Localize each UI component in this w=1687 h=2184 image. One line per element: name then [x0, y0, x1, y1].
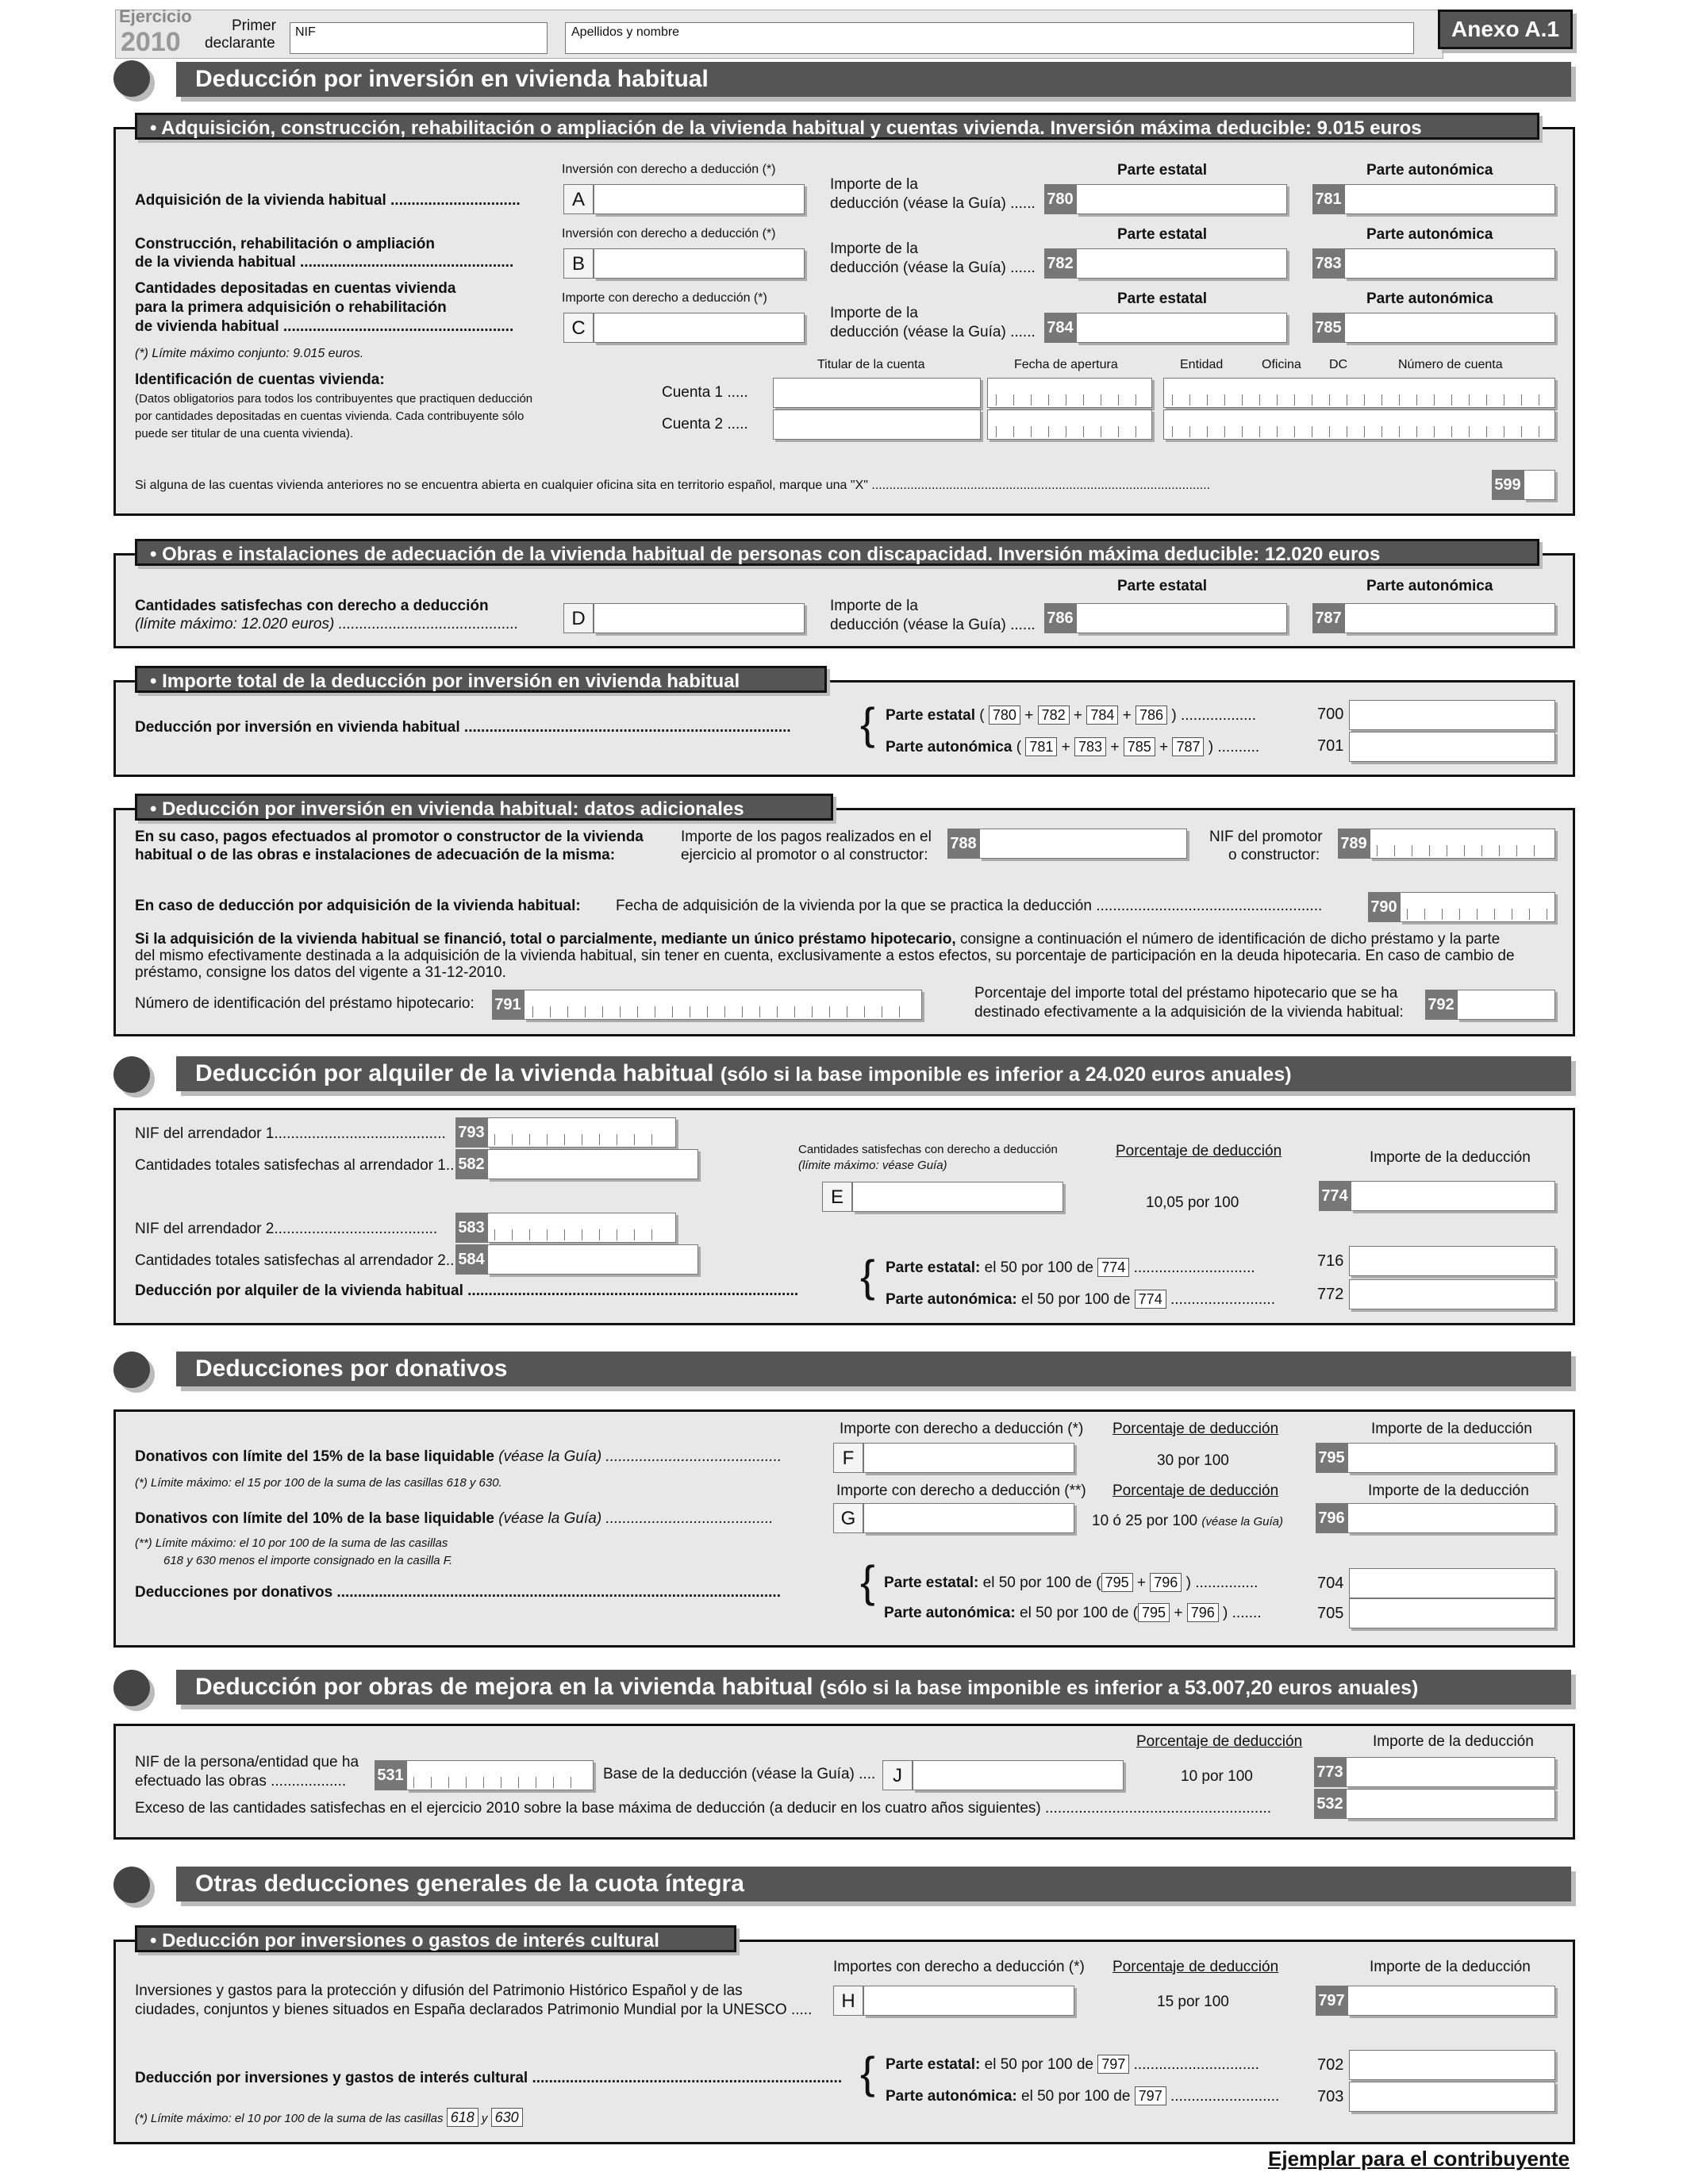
pagos-label-1: En su caso, pagos efectuados al promotor o constructor de la vivienda: [135, 829, 644, 845]
field-781[interactable]: [1344, 184, 1555, 214]
field-705[interactable]: [1349, 1598, 1555, 1628]
code-773: 773: [1314, 1757, 1346, 1787]
field-703[interactable]: [1349, 2082, 1555, 2112]
col-estatal-3: Parte estatal: [1117, 290, 1208, 307]
ident-title: Identificación de cuentas vivienda:: [135, 371, 385, 388]
subsection-importe-total: • Importe total de la deducción por inversión en vivienda habitual: [135, 666, 827, 693]
field-532[interactable]: [1346, 1789, 1555, 1819]
code-704: 704: [1317, 1575, 1344, 1592]
section-bullet: [113, 1867, 150, 1903]
field-789[interactable]: [1370, 829, 1555, 859]
field-786[interactable]: [1076, 603, 1287, 633]
pct-g: 10 ó 25 por 100 (véase la Guía): [1092, 1513, 1283, 1529]
field-773[interactable]: [1346, 1757, 1555, 1787]
field-780[interactable]: [1076, 184, 1287, 214]
subsection-discapacidad: • Obras e instalaciones de adecuación de la vivienda habitual de personas con discapacidad. Inversión máxima deducible: 12.020 euros: [135, 539, 1539, 566]
pct-h: 15 por 100: [1157, 1994, 1229, 2010]
col-autonomica-1: Parte autonómica: [1366, 162, 1493, 179]
numero-cuenta-2[interactable]: [1163, 410, 1555, 440]
letter-f: F: [833, 1443, 863, 1473]
porcentaje-header-g: Porcentaje de deducción: [1112, 1482, 1279, 1499]
letter-h: H: [833, 1986, 863, 2016]
code-772: 772: [1317, 1286, 1344, 1303]
base-deduccion-label: Base de la deducción (véase la Guía) ....: [603, 1766, 876, 1782]
primer-declarante-2: declarante: [205, 35, 275, 52]
code-599: 599: [1492, 470, 1524, 500]
primer-declarante-1: Primer: [232, 17, 276, 34]
ident-line-3: puede ser titular de una cuenta vivienda).: [135, 427, 354, 440]
field-784[interactable]: [1076, 313, 1287, 343]
porcentaje-header-f: Porcentaje de deducción: [1112, 1421, 1279, 1437]
inv-derecho-a: Inversión con derecho a deducción (*): [562, 163, 776, 176]
total-autonomica-line: Parte autonómica ( 781 + 783 + 785 + 787 ) ..........: [886, 739, 1260, 756]
section-bullet: [113, 1352, 150, 1388]
cant-arrendador-2-label: Cantidades totales satisfechas al arrendador 2..: [135, 1252, 455, 1269]
subsection-interes-cultural: • Deducción por inversiones o gastos de interés cultural: [135, 1925, 736, 1952]
code-781: 781: [1312, 184, 1344, 214]
col-estatal-1: Parte estatal: [1117, 162, 1208, 179]
field-791[interactable]: [524, 990, 922, 1020]
section-title-otras-deducciones: Otras deducciones generales de la cuota íntegra: [176, 1867, 1571, 1901]
cant-derecho-1: Cantidades satisfechas con derecho a deducción: [798, 1143, 1058, 1156]
alquiler-estatal-line: Parte estatal: el 50 por 100 de 774 .............................: [886, 1259, 1255, 1276]
row-c-label-3: de vivienda habitual .......................................................: [135, 318, 514, 335]
field-j[interactable]: [913, 1760, 1124, 1790]
brace: {: [860, 1556, 875, 1606]
nif-arrendador-1-label: NIF del arrendador 1.........................................: [135, 1125, 446, 1142]
ejercicio-label: Ejercicio: [119, 6, 192, 26]
pagos-label-2: habitual o de las obras e instalaciones de adecuación de la misma:: [135, 847, 616, 863]
exceso-label: Exceso de las cantidades satisfechas en el ejercicio 2010 sobre la base máxima de deducción (a deducir en los cuatro años siguientes) ......................................................: [135, 1800, 1272, 1817]
deducciones-donativos-label: Deducciones por donativos ..........................................................................................................: [135, 1584, 781, 1601]
nif-promotor-2: o constructor:: [1228, 847, 1320, 863]
porcentaje-prestamo-2: destinado efectivamente a la adquisición de la vivienda habitual:: [974, 1004, 1404, 1021]
importe-header-h: Importe de la deducción: [1370, 1959, 1531, 1975]
numero-cuenta-1[interactable]: [1163, 378, 1555, 408]
field-774[interactable]: [1351, 1181, 1555, 1211]
donativos-estatal-line: Parte estatal: el 50 por 100 de ( 795 + 796 ) ...............: [884, 1575, 1259, 1591]
code-797: 797: [1316, 1986, 1347, 2016]
field-792[interactable]: [1457, 990, 1555, 1020]
field-788[interactable]: [979, 829, 1187, 859]
pct-alquiler: 10,05 por 100: [1146, 1194, 1239, 1211]
code-532: 532: [1314, 1789, 1346, 1819]
imp-derecho-g: Importe con derecho a deducción (**): [836, 1482, 1086, 1499]
field-702[interactable]: [1349, 2050, 1555, 2080]
cultural-estatal-line: Parte estatal: el 50 por 100 de 797 ..............................: [886, 2056, 1259, 2073]
fecha-cuenta-2[interactable]: [987, 410, 1152, 440]
col-autonomica-2: Parte autonómica: [1366, 226, 1493, 243]
row-d-label-2: (límite máximo: 12.020 euros) ...........................................: [135, 616, 519, 633]
porcentaje-header-alq: Porcentaje de deducción: [1116, 1143, 1282, 1159]
donativos-note-2a: (**) Límite máximo: el 10 por 100 de la suma de las casillas: [135, 1536, 448, 1550]
cuenta-1-label: Cuenta 1 .....: [662, 384, 748, 401]
col-oficina: Oficina: [1262, 358, 1301, 371]
importe-de-la-b1: Importe de la: [830, 240, 918, 257]
row-c-label-2: para la primera adquisición o rehabilitación: [135, 299, 447, 316]
donativos-10-label: Donativos con límite del 10% de la base liquidable (véase la Guía) ........................................: [135, 1510, 774, 1527]
field-787[interactable]: [1344, 603, 1555, 633]
section-title-donativos: Deducciones por donativos: [176, 1352, 1571, 1386]
col-titular: Titular de la cuenta: [817, 358, 925, 371]
importe-de-la-b2: deducción (véase la Guía) ......: [830, 260, 1036, 276]
letter-c: C: [563, 313, 594, 343]
field-583[interactable]: [487, 1213, 676, 1243]
prestamo-text-1: Si la adquisición de la vivienda habitual se financió, total o parcialmente, mediante un único préstamo hipotecario, consigne a continuación el número de identificación de dicho préstamo y la parte: [135, 931, 1501, 948]
importe-de-la-d2: deducción (véase la Guía) ......: [830, 617, 1036, 633]
subsection-datos-adicionales: • Deducción por inversión en vivienda habitual: datos adicionales: [135, 794, 833, 821]
nif-entidad-2: efectuado las obras ..................: [135, 1773, 347, 1790]
field-599[interactable]: [1524, 470, 1555, 500]
importe-header-j: Importe de la deducción: [1373, 1733, 1534, 1750]
field-h[interactable]: [863, 1986, 1074, 2016]
col-entidad: Entidad: [1180, 358, 1224, 371]
col-numero: Número de cuenta: [1398, 358, 1503, 371]
letter-e: E: [822, 1182, 852, 1212]
code-584: 584: [455, 1244, 487, 1275]
code-787: 787: [1312, 603, 1344, 633]
donativos-15-label: Donativos con límite del 15% de la base liquidable (véase la Guía) ..........................................: [135, 1448, 782, 1465]
pct-f: 30 por 100: [1157, 1452, 1229, 1469]
section-title-obras-mejora: Deducción por obras de mejora en la vivienda habitual (sólo si la base imponible es inferior a 53.007,20 euros anuales): [176, 1670, 1571, 1705]
nif-arrendador-2-label: NIF del arrendador 2.......................................: [135, 1221, 438, 1237]
nif-entidad-1: NIF de la persona/entidad que ha: [135, 1754, 359, 1771]
importe-pagos-2: ejercicio al promotor o al constructor:: [681, 847, 928, 863]
imp-derecho-f: Importe con derecho a deducción (*): [840, 1421, 1084, 1437]
ident-line-2: por cantidades depositadas en cuentas vivienda. Cada contribuyente sólo: [135, 410, 525, 423]
field-582[interactable]: [487, 1149, 698, 1179]
deduccion-cultural-label: Deducción por inversiones y gastos de interés cultural ..........................................................................: [135, 2070, 843, 2086]
code-789: 789: [1338, 829, 1370, 859]
code-705: 705: [1317, 1605, 1344, 1622]
row-c-label-1: Cantidades depositadas en cuentas vivienda: [135, 280, 456, 297]
code-716: 716: [1317, 1252, 1344, 1270]
col-estatal-2: Parte estatal: [1117, 226, 1208, 243]
code-702: 702: [1317, 2056, 1344, 2074]
field-795[interactable]: [1347, 1443, 1555, 1473]
field-772[interactable]: [1349, 1279, 1555, 1309]
code-790: 790: [1368, 892, 1400, 922]
code-700: 700: [1317, 706, 1344, 723]
titular-cuenta-2[interactable]: [773, 410, 981, 440]
col-autonomica-3: Parte autonómica: [1366, 290, 1493, 307]
section-bullet: [113, 1056, 150, 1093]
field-a[interactable]: [594, 184, 805, 214]
prestamo-text-3: préstamo, consigne los datos del vigente a 31-12-2010.: [135, 964, 506, 981]
titular-cuenta-1[interactable]: [773, 378, 981, 408]
importe-header-f: Importe de la deducción: [1371, 1421, 1532, 1437]
field-584[interactable]: [487, 1244, 698, 1275]
code-701: 701: [1317, 737, 1344, 755]
field-g[interactable]: [863, 1503, 1074, 1533]
field-c[interactable]: [594, 313, 805, 343]
letter-b: B: [563, 248, 594, 279]
importe-pagos-1: Importe de los pagos realizados en el: [681, 829, 932, 845]
alquiler-autonomica-line: Parte autonómica: el 50 por 100 de 774 .........................: [886, 1291, 1275, 1308]
code-774: 774: [1319, 1181, 1351, 1211]
total-estatal-line: Parte estatal ( 780 + 782 + 784 + 786 ) ..................: [886, 707, 1256, 724]
field-716[interactable]: [1349, 1246, 1555, 1276]
field-704[interactable]: [1349, 1568, 1555, 1598]
code-583: 583: [455, 1213, 487, 1243]
letter-d: D: [563, 603, 594, 633]
code-786: 786: [1044, 603, 1076, 633]
row-b-label-2: de la vivienda habitual ...................................................: [135, 254, 514, 271]
field-793[interactable]: [487, 1117, 676, 1148]
anexo-badge: Anexo A.1: [1438, 10, 1573, 49]
field-531[interactable]: [406, 1760, 594, 1790]
code-784: 784: [1044, 313, 1076, 343]
code-785: 785: [1312, 313, 1344, 343]
pct-j: 10 por 100: [1181, 1768, 1253, 1785]
cant-arrendador-1-label: Cantidades totales satisfechas al arrendador 1..: [135, 1157, 455, 1174]
fecha-cuenta-1[interactable]: [987, 378, 1152, 408]
prestamo-text-2: del mismo efectivamente destinada a la adquisición de la vivienda habitual, sin tener en cuenta, exclusivamente a estos efectos, su porcentaje de participación en la deuda hipotecaria. En caso de cambio de: [135, 948, 1515, 964]
nif-promotor-1: NIF del promotor: [1209, 829, 1323, 845]
cant-derecho-2: (límite máximo: véase Guía): [798, 1159, 947, 1172]
field-783[interactable]: [1344, 248, 1555, 279]
deduccion-vivienda-label: Deducción por inversión en vivienda habitual ..............................................................................: [135, 719, 791, 736]
importe-de-la-d1: Importe de la: [830, 598, 918, 614]
donativos-autonomica-line: Parte autonómica: el 50 por 100 de ( 795 + 796 ) .......: [884, 1605, 1262, 1621]
row-a-label: Adquisición de la vivienda habitual ...............................: [135, 192, 521, 209]
donativos-note-2b: 618 y 630 menos el importe consignado en la casilla F.: [163, 1554, 453, 1567]
section-title-vivienda: Deducción por inversión en vivienda habitual: [176, 62, 1571, 97]
apellidos-field[interactable]: [565, 22, 1414, 54]
year: 2010: [121, 27, 181, 57]
letter-j: J: [882, 1760, 913, 1790]
imp-derecho-c: Importe con derecho a deducción (*): [562, 291, 767, 305]
code-791: 791: [492, 990, 524, 1020]
cultural-autonomica-line: Parte autonómica: el 50 por 100 de 797 ..........................: [886, 2088, 1280, 2105]
code-703: 703: [1317, 2088, 1344, 2105]
importe-header-g: Importe de la deducción: [1368, 1482, 1529, 1499]
numero-prestamo-label: Número de identificación del préstamo hipotecario:: [135, 995, 475, 1012]
cuenta-2-label: Cuenta 2 .....: [662, 416, 748, 433]
apellidos-label: Apellidos y nombre: [571, 25, 680, 39]
field-790[interactable]: [1400, 892, 1555, 922]
imp-derecho-h: Importes con derecho a deducción (*): [833, 1959, 1085, 1975]
field-785[interactable]: [1344, 313, 1555, 343]
code-582: 582: [455, 1149, 487, 1179]
field-f[interactable]: [863, 1443, 1074, 1473]
importe-de-la-a1: Importe de la: [830, 176, 918, 193]
importe-header-alq: Importe de la deducción: [1370, 1149, 1531, 1166]
importe-de-la-a2: deducción (véase la Guía) ......: [830, 195, 1036, 212]
inversiones-label-1: Inversiones y gastos para la protección y difusión del Patrimonio Histórico Español y de las: [135, 1982, 743, 1999]
field-701[interactable]: [1349, 732, 1555, 762]
subsection-adquisicion: • Adquisición, construcción, rehabilitación o ampliación de la vivienda habitual y cuentas vivienda. Inversión máxima deducible: 9.015 euros: [135, 113, 1539, 140]
code-792: 792: [1425, 990, 1457, 1020]
porcentaje-header-j: Porcentaje de deducción: [1136, 1733, 1303, 1750]
field-782[interactable]: [1076, 248, 1287, 279]
code-783: 783: [1312, 248, 1344, 279]
code-795: 795: [1316, 1443, 1347, 1473]
field-b[interactable]: [594, 248, 805, 279]
importe-de-la-c1: Importe de la: [830, 305, 918, 321]
field-d[interactable]: [594, 603, 805, 633]
letter-g: G: [833, 1503, 863, 1533]
deduccion-alquiler-label: Deducción por alquiler de la vivienda habitual ...............................................................................: [135, 1282, 799, 1299]
col-estatal-4: Parte estatal: [1117, 578, 1208, 594]
inversiones-label-2: ciudades, conjuntos y bienes situados en España declarados Patrimonio Mundial por la UNESCO .....: [135, 2001, 813, 2018]
cultural-note: (*) Límite máximo: el 10 por 100 de la suma de las casillas 618 y 630: [135, 2108, 523, 2127]
code-531: 531: [375, 1760, 406, 1790]
cuenta-abierta-text: Si alguna de las cuentas vivienda anteriores no se encuentra abierta en cualquier oficina sita en territorio español, marque una "X" ................................................................................................: [135, 479, 1211, 492]
importe-de-la-c2: deducción (véase la Guía) ......: [830, 324, 1036, 340]
col-autonomica-4: Parte autonómica: [1366, 578, 1493, 594]
field-797[interactable]: [1347, 1986, 1555, 2016]
code-796: 796: [1316, 1503, 1347, 1533]
letter-a: A: [563, 184, 594, 214]
brace: {: [860, 698, 875, 748]
brace: {: [860, 1251, 875, 1301]
field-796[interactable]: [1347, 1503, 1555, 1533]
porcentaje-prestamo-1: Porcentaje del importe total del préstamo hipotecario que se ha: [974, 985, 1398, 1002]
section-title-alquiler: Deducción por alquiler de la vivienda habitual (sólo si la base imponible es inferior a 24.020 euros anuales): [176, 1056, 1571, 1091]
footer-ejemplar: Ejemplar para el contribuyente: [1268, 2147, 1570, 2171]
inv-derecho-b: Inversión con derecho a deducción (*): [562, 227, 776, 240]
row-d-label-1: Cantidades satisfechas con derecho a deducción: [135, 598, 489, 614]
code-780: 780: [1044, 184, 1076, 214]
code-782: 782: [1044, 248, 1076, 279]
ident-line-1: (Datos obligatorios para todos los contribuyentes que practiquen deducción: [135, 392, 533, 406]
nif-field[interactable]: [290, 22, 548, 54]
limite-note: (*) Límite máximo conjunto: 9.015 euros.: [135, 347, 364, 360]
donativos-note-1: (*) Límite máximo: el 15 por 100 de la suma de las casillas 618 y 630.: [135, 1476, 502, 1490]
col-fecha: Fecha de apertura: [1014, 358, 1118, 371]
nif-label: NIF: [295, 25, 316, 39]
section-bullet: [113, 1670, 150, 1706]
field-700[interactable]: [1349, 700, 1555, 730]
col-dc: DC: [1329, 358, 1348, 371]
code-793: 793: [455, 1117, 487, 1148]
section-bullet: [113, 60, 150, 97]
adquisicion-label: En caso de deducción por adquisición de la vivienda habitual:: [135, 898, 581, 914]
fecha-adquisicion-text: Fecha de adquisición de la vivienda por la que se practica la deducción ......................................................: [616, 898, 1323, 914]
row-b-label-1: Construcción, rehabilitación o ampliación: [135, 236, 435, 252]
field-e[interactable]: [852, 1182, 1063, 1212]
porcentaje-header-h: Porcentaje de deducción: [1112, 1959, 1279, 1975]
brace: {: [860, 2048, 875, 2097]
code-788: 788: [947, 829, 979, 859]
